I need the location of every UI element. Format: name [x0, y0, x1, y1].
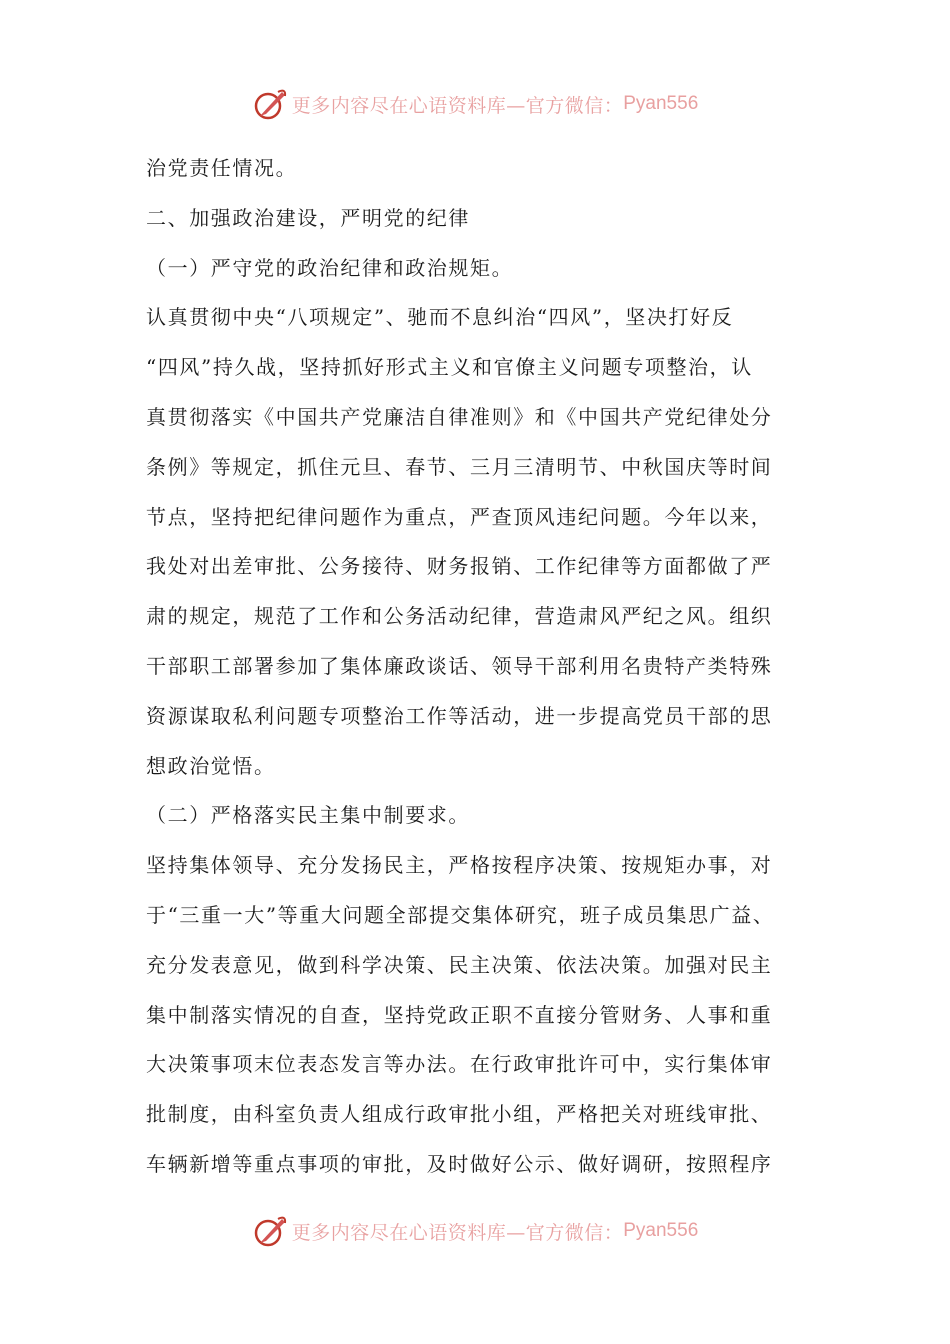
text-line: 条例》等规定，抓住元旦、春节、三月三清明节、中秋国庆等时间 [146, 454, 773, 479]
text-line: 治党责任情况。 [146, 156, 298, 180]
text-line: 充分发表意见，做到科学决策、民主决策、依法决策。加强对民主 [146, 952, 773, 977]
text-line: 干部职工部署参加了集体廉政谈话、领导干部利用名贵特产类特殊 [146, 653, 773, 678]
document-body [146, 144, 826, 1190]
text-line: 肃的规定，规范了工作和公务活动纪律，营造肃风严纪之风。组织 [146, 604, 773, 629]
text-line: “四风”持久战，坚持抓好形式主义和官僚主义问题专项整治，认 [146, 355, 753, 380]
watermark-wechat-id: Pyan556 [623, 1220, 699, 1241]
header-watermark [0, 84, 950, 124]
text-line: 认真贯彻中央“八项规定”、驰而不息纠治“四风”，坚决打好反 [146, 305, 734, 330]
footer-watermark [0, 1211, 950, 1251]
text-line: 资源谋取私利问题专项整治工作等活动，进一步提高党员干部的思 [146, 703, 773, 728]
text-line: 车辆新增等重点事项的审批，及时做好公示、做好调研，按照程序 [146, 1151, 773, 1176]
text-line: 节点，坚持把纪律问题作为重点，严查顶风违纪问题。今年以来， [146, 504, 773, 529]
text-line: 我处对出差审批、公务接待、财务报销、工作纪律等方面都做了严 [146, 554, 773, 579]
subsection-heading: （二）严格落实民主集中制要求。 [146, 803, 470, 828]
text-line: 想政治觉悟。 [146, 753, 276, 778]
section-heading: 二、加强政治建设，严明党的纪律 [146, 205, 470, 230]
watermark-wechat-id: Pyan556 [623, 93, 699, 114]
quill-logo-icon [252, 1213, 288, 1249]
watermark-text: 更多内容尽在心语资料库—官方微信： [291, 94, 624, 117]
text-line: 于“三重一大”等重大问题全部提交集体研究，班子成员集思广益、 [146, 902, 775, 927]
text-line: 真贯彻落实《中国共产党廉洁自律准则》和《中国共产党纪律处分 [146, 404, 773, 429]
watermark-text: 更多内容尽在心语资料库—官方微信： [291, 1221, 624, 1244]
text-line: 坚持集体领导、充分发扬民主，严格按程序决策、按规矩办事，对 [146, 853, 773, 878]
quill-logo-icon [252, 86, 288, 122]
text-line: 集中制落实情况的自查，坚持党政正职不直接分管财务、人事和重 [146, 1002, 773, 1027]
text-line: 批制度，由科室负责人组成行政审批小组，严格把关对班线审批、 [146, 1102, 773, 1127]
text-line: 大决策事项末位表态发言等办法。在行政审批许可中，实行集体审 [146, 1052, 773, 1077]
subsection-heading: （一）严守党的政治纪律和政治规矩。 [146, 255, 514, 280]
